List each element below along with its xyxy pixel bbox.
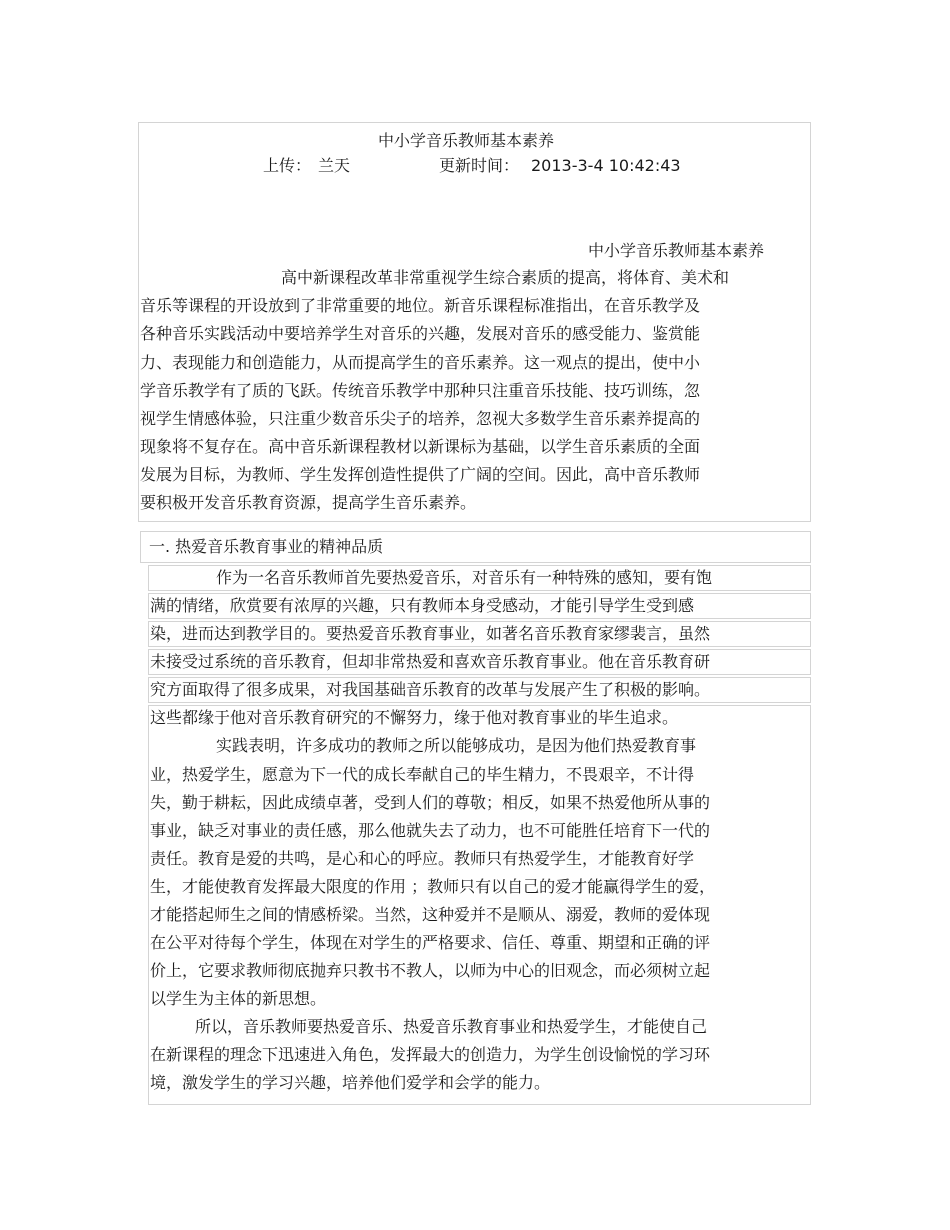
- body-line: 实践表明，许多成功的教师之所以能够成功，是因为他们热爱教育事: [216, 736, 697, 755]
- upload-label: 上传：: [263, 156, 312, 175]
- body-line: 责任。教育是爱的共鸣，是心和心的呼应。教师只有热爱学生，才能教育好学: [150, 849, 695, 868]
- body-line: 在新课程的理念下迅速进入角色，发挥最大的创造力，为学生创设愉悦的学习环: [150, 1045, 711, 1064]
- body-line: 才能搭起师生之间的情感桥梁。当然，这种爱并不是顺从、溺爱，教师的爱体现: [150, 905, 711, 924]
- intro-line: 高中新课程改革非常重视学生综合素质的提高，将体育、美术和: [281, 268, 730, 287]
- body-line: 生，才能使教育发挥最大限度的作用 ；教师只有以自己的爱才能赢得学生的爱，: [150, 877, 716, 896]
- intro-line: 音乐等课程的开设放到了非常重要的地位。新音乐课程标准指出，在音乐教学及: [140, 296, 701, 315]
- section-line: 未接受过系统的音乐教育，但却非常热爱和喜欢音乐教育事业。他在音乐教育研: [150, 652, 711, 671]
- section-line: 作为一名音乐教师首先要热爱音乐，对音乐有一种特殊的感知，要有饱: [216, 568, 713, 587]
- page-title: 中小学音乐教师基本素养: [378, 131, 555, 150]
- body-line: 境，激发学生的学习兴趣，培养他们爱学和会学的能力。: [150, 1073, 551, 1092]
- body-line: 价上，它要求教师彻底抛弃只教书不教人，以师为中心的旧观念，而必须树立起: [150, 961, 711, 980]
- intro-line: 视学生情感体验，只注重少数音乐尖子的培养，忽视大多数学生音乐素养提高的: [140, 409, 701, 428]
- body-line: 所以，音乐教师要热爱音乐、热爱音乐教育事业和热爱学生，才能使自己: [195, 1017, 708, 1036]
- body-line: 业，热爱学生，愿意为下一代的成长奉献自己的毕生精力，不畏艰辛，不计得: [150, 765, 695, 784]
- intro-line: 发展为目标，为教师、学生发挥创造性提供了广阔的空间。因此，高中音乐教师: [140, 465, 701, 484]
- updated-label: 更新时间：: [439, 156, 520, 175]
- body-line: 这些都缘于他对音乐教育研究的不懈努力，缘于他对教育事业的毕生追求。: [150, 708, 679, 727]
- updated-time: 2013-3-4 10:42:43: [531, 156, 681, 175]
- section-line: 染，进而达到教学目的。要热爱音乐教育事业，如著名音乐教育家缪裴言，虽然: [150, 624, 711, 643]
- section-heading: 一. 热爱音乐教育事业的精神品质: [149, 537, 384, 556]
- intro-line: 力、表现能力和创造能力，从而提高学生的音乐素养。这一观点的提出，使中小: [140, 353, 701, 372]
- article-header-box: [138, 122, 811, 522]
- body-line: 以学生为主体的新思想。: [150, 989, 327, 1008]
- intro-line: 各种音乐实践活动中要培养学生对音乐的兴趣，发展对音乐的感受能力、鉴赏能: [140, 324, 701, 343]
- body-line: 在公平对待每个学生，体现在对学生的严格要求、信任、尊重、期望和正确的评: [150, 933, 711, 952]
- intro-line: 学音乐教学有了质的飞跃。传统音乐教学中那种只注重音乐技能、技巧训练，忽: [140, 381, 701, 400]
- body-line: 失，勤于耕耘，因此成绩卓著，受到人们的尊敬；相反，如果不热爱他所从事的: [150, 793, 711, 812]
- body-line: 事业，缺乏对事业的责任感，那么他就失去了动力，也不可能胜任培育下一代的: [150, 821, 711, 840]
- article-subtitle: 中小学音乐教师基本素养: [588, 241, 765, 260]
- section-line: 究方面取得了很多成果，对我国基础音乐教育的改革与发展产生了积极的影响。: [150, 680, 711, 699]
- section-line: 满的情绪，欣赏要有浓厚的兴趣，只有教师本身受感动，才能引导学生受到感: [150, 596, 695, 615]
- intro-line: 要积极开发音乐教育资源，提高学生音乐素养。: [140, 493, 477, 512]
- uploader-name[interactable]: 兰天: [318, 156, 351, 175]
- intro-line: 现象将不复存在。高中音乐新课程教材以新课标为基础，以学生音乐素质的全面: [140, 437, 701, 456]
